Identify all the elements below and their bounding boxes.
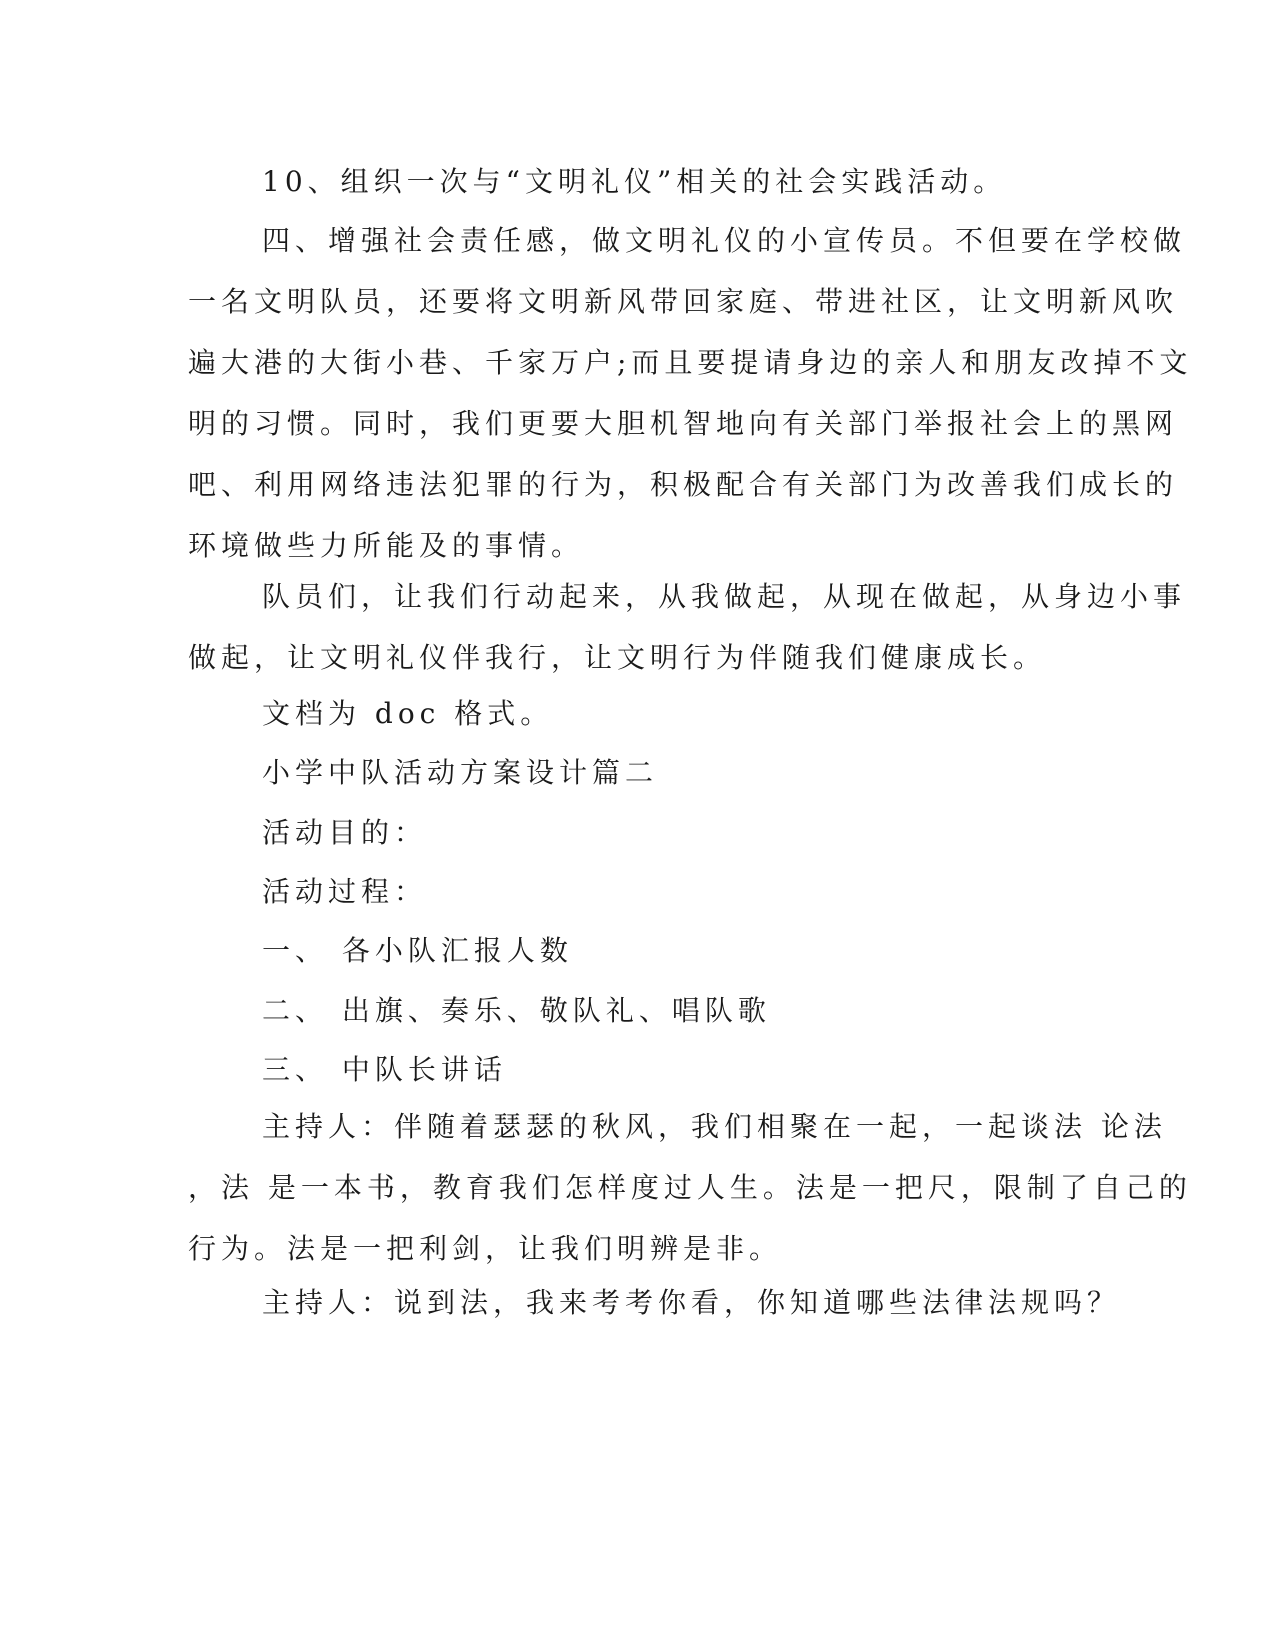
paragraph-host-intro [188, 1096, 1192, 1279]
text-line: 行为。法是一把利剑，让我们明辨是非。 [188, 1232, 783, 1265]
paragraph-activity-process [188, 861, 1068, 922]
list-item-step-3 [188, 1039, 1068, 1100]
text-line: 活动目的： [262, 816, 428, 849]
text-line: 明的习惯。同时，我们更要大胆机智地向有关部门举报社会上的黑网 [188, 407, 1179, 440]
paragraph-social-responsibility [188, 210, 1193, 576]
text-line: 环境做些力所能及的事情。 [188, 529, 585, 562]
text-line: 三、 中队长讲话 [262, 1053, 507, 1086]
text-line: 吧、利用网络违法犯罪的行为，积极配合有关部门为改善我们成长的 [188, 468, 1179, 501]
list-item-step-1 [188, 920, 1068, 981]
text-line: 一、 各小队汇报人数 [262, 934, 573, 967]
paragraph-activity-purpose [188, 802, 1068, 863]
section-heading [188, 742, 1068, 803]
text-line: 主持人：说到法，我来考考你看，你知道哪些法律法规吗？ [262, 1286, 1121, 1319]
text-line: 小学中队活动方案设计篇二 [262, 756, 659, 789]
text-line: 活动过程： [262, 875, 428, 908]
text-line: 10、组织一次与“文明礼仪”相关的社会实践活动。 [262, 165, 1007, 198]
text-line: 主持人：伴随着瑟瑟的秋风，我们相聚在一起，一起谈法 论法 [262, 1110, 1167, 1143]
paragraph-practice-activity [188, 151, 1068, 212]
paragraph-call-to-action [188, 566, 1187, 688]
text-line: 二、 出旗、奏乐、敬队礼、唱队歌 [262, 994, 771, 1027]
text-line: 做起，让文明礼仪伴我行，让文明行为伴随我们健康成长。 [188, 641, 1047, 674]
text-line: 四、增强社会责任感，做文明礼仪的小宣传员。不但要在学校做 [262, 224, 1187, 257]
list-item-step-2 [188, 980, 1068, 1041]
paragraph-doc-format [188, 683, 1068, 744]
text-line: 遍大港的大街小巷、千家万户;而且要提请身边的亲人和朋友改掉不文 [188, 346, 1193, 379]
text-line: ，法 是一本书，教育我们怎样度过人生。法是一把尺，限制了自己的 [188, 1171, 1192, 1204]
text-line: 一名文明队员，还要将文明新风带回家庭、带进社区，让文明新风吹 [188, 285, 1179, 318]
text-line: 文档为 doc 格式。 [262, 697, 554, 730]
text-line: 队员们，让我们行动起来，从我做起，从现在做起，从身边小事 [262, 580, 1187, 613]
paragraph-host-question [188, 1272, 1121, 1333]
